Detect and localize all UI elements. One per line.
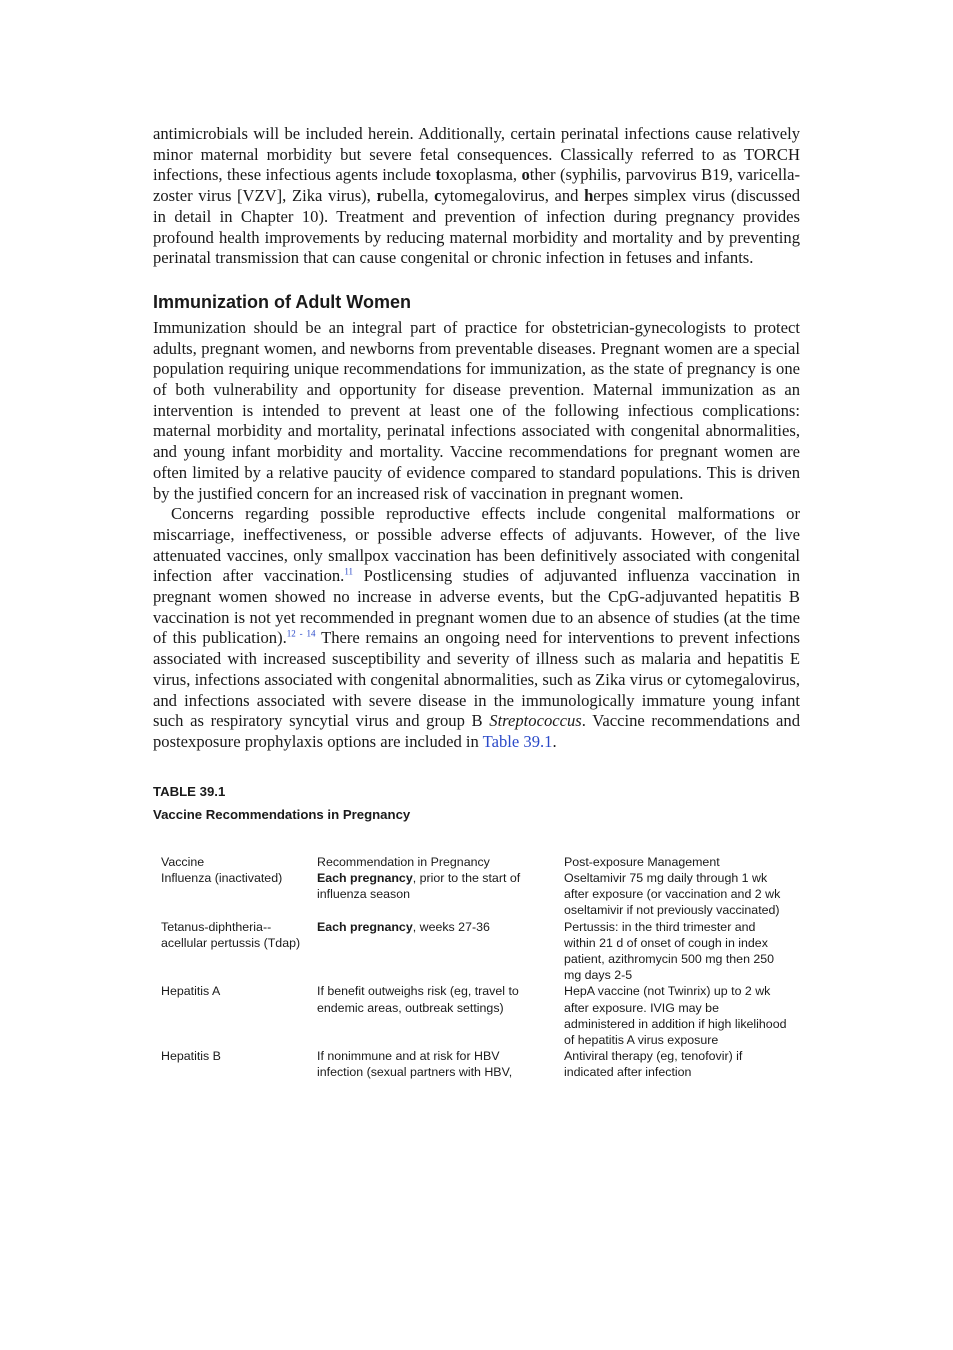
text-run: ubella,: [383, 186, 435, 206]
text-run: . Vaccine recommendations and postexposure prophylaxis options are included in: [153, 711, 801, 751]
text-run: erpes simplex virus (discussed in detail in Chapter 10). Treatment and prevention of infection during pregnancy provides profound health improvements by reducing maternal morbidity and mortality and by preventing perinatal transmission that can cause congenital or chronic infection in fetuses and infants.: [153, 186, 800, 268]
post-exposure-cell: HepA vaccine (not Twinrix) up to 2 wk after exposure. IVIG may be administered in addition if high likelihood of hepatitis A virus exposure: [564, 984, 787, 1047]
torch-letter-h: h: [584, 186, 594, 206]
rec-text: If nonimmune and at risk for HBV infection (sexual partners with HBV,: [317, 1049, 513, 1080]
table-caption: Vaccine Recommendations in Pregnancy: [153, 806, 411, 822]
column-header: Vaccine: [161, 854, 205, 869]
reference-link-11[interactable]: 11: [344, 566, 353, 577]
rec-bold: Each pregnancy: [317, 919, 413, 934]
post-exposure-cell: Pertussis: in the third trimester and within 21 d of onset of cough in index patient, azithromycin 500 mg then 250 mg days 2-5: [564, 919, 775, 983]
rec-text: , prior to the start of influenza season: [317, 870, 521, 902]
text-run: .: [552, 731, 557, 751]
text-run: oxoplasma,: [441, 165, 522, 185]
reference-link-12-14[interactable]: 12 - 14: [286, 628, 316, 639]
rec-text: If benefit outweighs risk (eg, travel to endemic areas, outbreak settings): [317, 984, 519, 1015]
table-label: TABLE 39.1: [153, 783, 226, 799]
torch-letter-r: r: [376, 186, 384, 206]
column-header: Recommendation in Pregnancy: [317, 854, 490, 869]
table-row: [153, 983, 798, 1048]
table-header-row: [153, 854, 798, 870]
vaccine-cell: Tetanus-diphtheria--acellular pertussis (Tdap): [161, 919, 301, 950]
table-link[interactable]: Table 39.1: [482, 731, 553, 751]
text-run: ther (syphilis, parvovirus B19, varicella-zoster virus [VZV], Zika virus),: [153, 165, 800, 206]
text-run: There remains an ongoing need for interventions to prevent infections associated with increased susceptibility and severity of illness such as malaria and hepatitis E virus, infections associated with congenital abnormalities, such as Zika virus or cytomegalovirus, and infections associated with severe disease in the immunologically immature young infant such as respiratory syncytial virus and group B: [153, 628, 800, 731]
text-run: antimicrobials will be included herein. Additionally, certain perinatal infections cause relatively minor maternal morbidity but severe fetal consequences. Classically referred to as TORCH infections, these infectious agents include: [153, 124, 800, 185]
italic-term: Streptococcus: [489, 711, 582, 731]
text-run: ytomegalovirus, and: [441, 186, 585, 206]
torch-letter-c: c: [434, 186, 442, 206]
torch-letter-t: t: [435, 165, 441, 185]
column-header: Post-exposure Management: [564, 854, 720, 869]
section-heading: Immunization of Adult Women: [153, 291, 411, 312]
recommendation-cell: [309, 870, 556, 919]
recommendation-cell: [309, 919, 556, 984]
vaccine-cell: Influenza (inactivated): [161, 870, 283, 885]
text-run: Postlicensing studies of adjuvanted influenza vaccination in pregnant women showed no increase in adverse events, but the CpG-adjuvanted hepatitis B vaccination is not yet recommended in pregnant women due to an absence of studies (at the time of this publication).: [153, 566, 800, 648]
post-exposure-cell: Antiviral therapy (eg, tenofovir) if indicated after infection: [564, 1049, 743, 1080]
immunization-paragraph: Immunization should be an integral part of practice for obstetrician-gynecologists to protect adults, pregnant women, and newborns from preventable diseases. Pregnant women are a special population requiring unique recommendations for immunization, as the state of pregnancy is one of both vulnerability and opportunity for disease prevention. Maternal immunization as an intervention is intended to prevent at least one of the following infectious complications: maternal morbidity and mortality, perinatal infections associated with congenital abnormalities, and young infant morbidity and mortality. Vaccine recommendations for pregnant women are often limited by a relative paucity of evidence compared to standard populations. This is driven by the justified concern for an increased risk of vaccination in pregnant women.: [153, 317, 800, 503]
table-row: [153, 1048, 798, 1080]
concerns-paragraph: [153, 504, 800, 752]
vaccine-table: [153, 854, 798, 1081]
vaccine-cell: Hepatitis B: [161, 1049, 221, 1064]
intro-paragraph: [153, 124, 800, 269]
table-row: [153, 919, 798, 984]
post-exposure-cell: Oseltamivir 75 mg daily through 1 wk after exposure (or vaccination and 2 wk oseltamivir if not previously vaccinated): [564, 870, 781, 918]
recommendation-cell: [309, 1048, 556, 1080]
text-run: Concerns regarding possible reproductive effects include congenital malformations or miscarriage, ineffectiveness, or possible adverse effects of adjuvants. However, of the live attenuated vaccines, only smallpox vaccination has been definitively associated with congenital infection after vaccination.: [153, 504, 800, 586]
page-content: [153, 124, 800, 1081]
vaccine-cell: Hepatitis A: [161, 984, 221, 999]
rec-bold: Each pregnancy: [317, 870, 413, 885]
table-row: [153, 870, 798, 919]
recommendation-cell: [309, 983, 556, 1048]
rec-text: , weeks 27-36: [412, 919, 490, 934]
torch-letter-o: o: [521, 165, 530, 185]
